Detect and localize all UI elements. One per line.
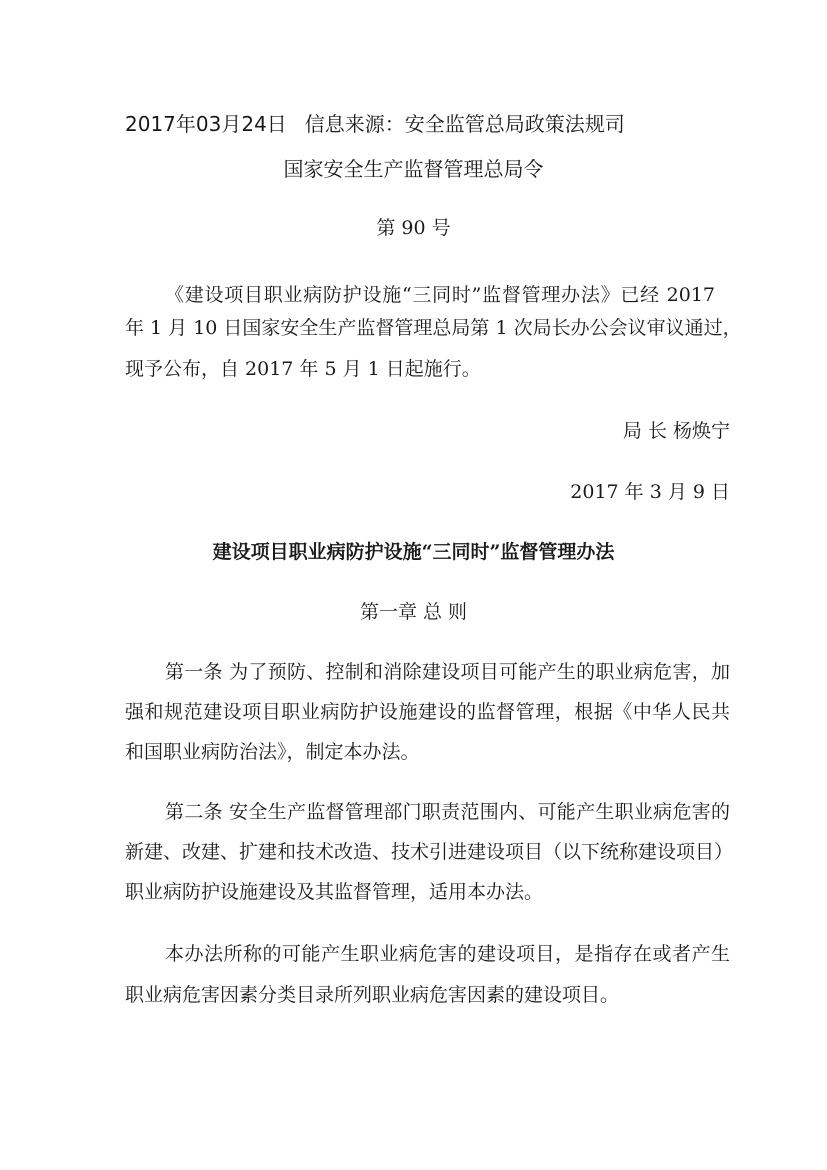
article-2-para-2-line: 本办法所称的可能产生职业病危害的建设项目，是指存在或者产生 bbox=[165, 943, 730, 965]
chapter-heading: 第一章 总 则 bbox=[359, 601, 468, 623]
order-issuer: 国家安全生产监督管理总局令 bbox=[283, 157, 544, 181]
signature: 局 长 杨焕宁 bbox=[622, 420, 730, 442]
order-body-line: 年 1 月 10 日国家安全生产监督管理总局第 1 次局长办公会议审议通过， bbox=[125, 317, 742, 339]
article-2-para-2-line: 职业病危害因素分类目录所列职业病危害因素的建设项目。 bbox=[125, 984, 620, 1006]
order-number: 第 90 号 bbox=[376, 217, 451, 239]
article-1-line: 强和规范建设项目职业病防护设施建设的监督管理，根据《中华人民共 bbox=[125, 701, 730, 723]
article-2-line: 职业病防护设施建设及其监督管理，适用本办法。 bbox=[125, 881, 544, 903]
sign-date: 2017 年 3 月 9 日 bbox=[570, 481, 730, 503]
publish-date: 2017年03月24日 bbox=[125, 112, 287, 136]
order-body-line: 《建设项目职业病防护设施“三同时”监督管理办法》已经 2017 bbox=[165, 284, 715, 306]
regulation-title: 建设项目职业病防护设施“三同时”监督管理办法 bbox=[212, 541, 615, 563]
article-2-line: 新建、改建、扩建和技术改造、技术引进建设项目（以下统称建设项目） bbox=[125, 841, 734, 863]
article-1-line: 和国职业病防治法》，制定本办法。 bbox=[125, 741, 420, 763]
info-source: 信息来源：安全监管总局政策法规司 bbox=[304, 112, 625, 136]
header-line bbox=[125, 112, 625, 136]
article-2-line: 第二条 安全生产监督管理部门职责范围内、可能产生职业病危害的 bbox=[165, 801, 730, 823]
order-body-line: 现予公布，自 2017 年 5 月 1 日起施行。 bbox=[125, 358, 481, 380]
article-1-line: 第一条 为了预防、控制和消除建设项目可能产生的职业病危害，加 bbox=[165, 661, 730, 683]
